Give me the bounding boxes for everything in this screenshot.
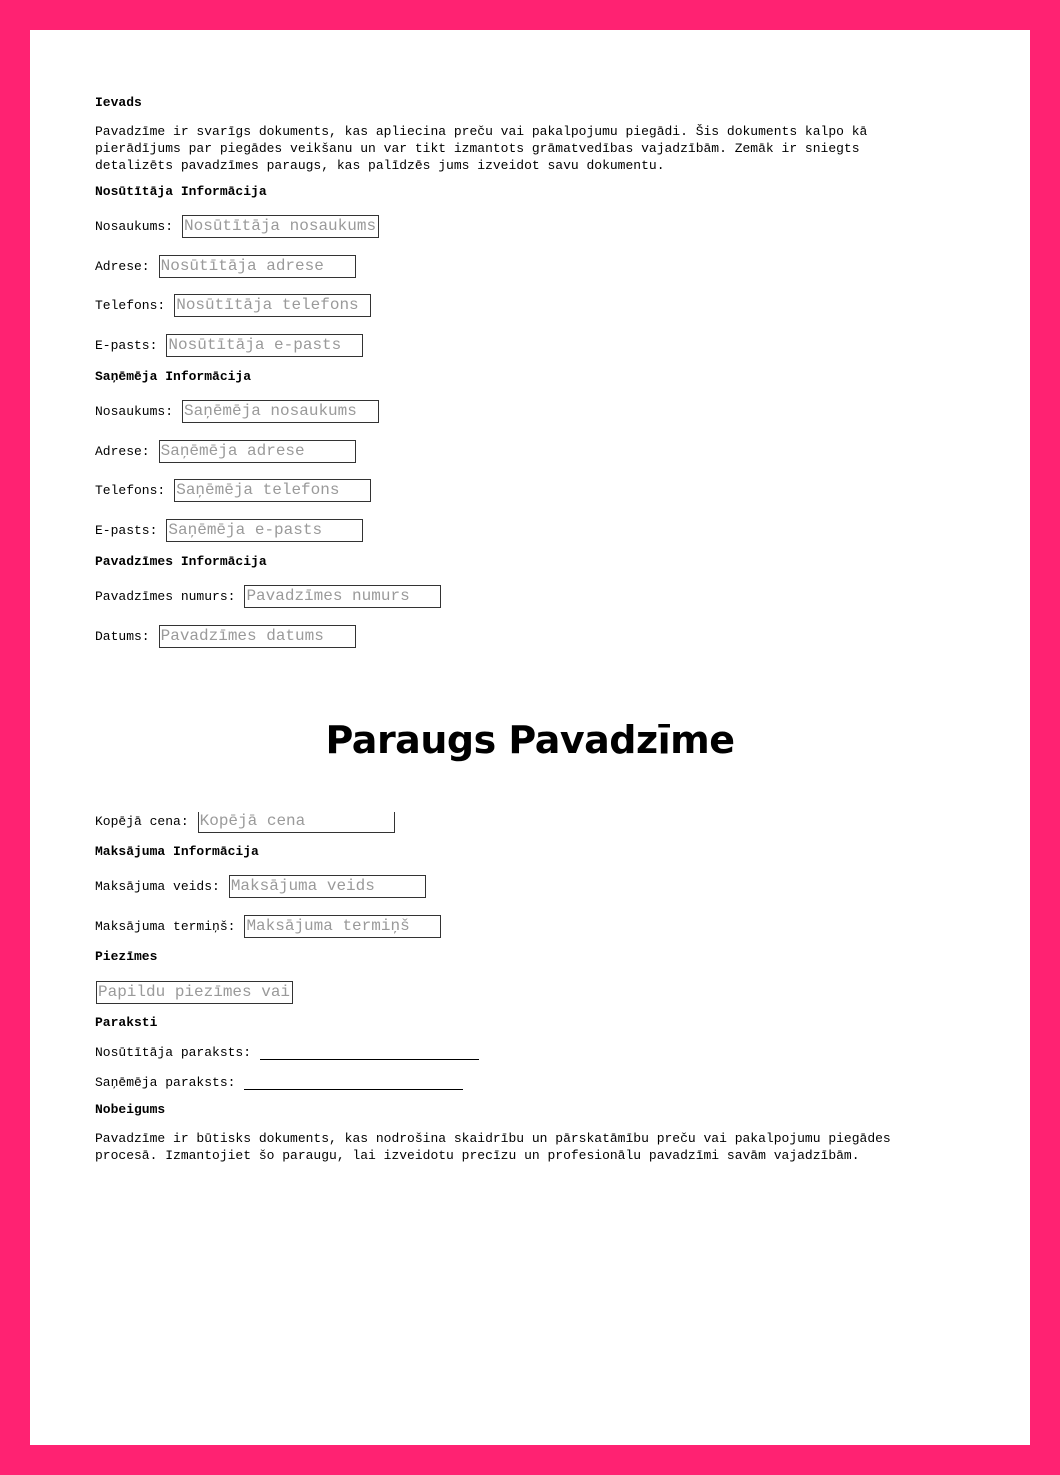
invoice-date-input[interactable] — [159, 625, 356, 648]
payment-method-input[interactable] — [229, 875, 426, 898]
sender-email-input[interactable] — [166, 334, 363, 357]
title-banner — [30, 660, 1030, 812]
receiver-address-row — [95, 439, 356, 463]
payment-term-input[interactable] — [244, 915, 441, 938]
field-label: E-pasts: — [95, 337, 158, 353]
total-price-input[interactable] — [198, 810, 395, 833]
sender-email-row — [95, 333, 363, 357]
sender-heading: Nosūtītāja Informācija — [95, 184, 267, 199]
signature-label: Nosūtītāja paraksts: — [95, 1044, 252, 1060]
document-page — [30, 30, 1030, 1445]
field-label: Telefons: — [95, 297, 166, 313]
field-label: Adrese: — [95, 258, 150, 274]
field-label: Maksājuma termiņš: — [95, 918, 236, 934]
notes-input[interactable] — [96, 981, 293, 1004]
invoice-number-input[interactable] — [244, 585, 441, 608]
conclusion-heading: Nobeigums — [95, 1102, 166, 1117]
conclusion-text: Pavadzīme ir būtisks dokuments, kas nodrošina skaidrību un pārskatāmību preču vai pakalpojumu piegādes procesā. Izmantojiet šo paraugu, lai izveidotu precīzu un profesionālu pavadzīmi savām vajadzībām. — [95, 1131, 891, 1163]
receiver-heading: Saņēmēja Informācija — [95, 369, 252, 384]
field-label: Pavadzīmes numurs: — [95, 588, 236, 604]
receiver-address-input[interactable] — [159, 440, 356, 463]
field-label: Maksājuma veids: — [95, 878, 220, 894]
payment-heading: Maksājuma Informācija — [95, 844, 259, 859]
receiver-email-input[interactable] — [166, 519, 363, 542]
payment-term-row — [95, 914, 441, 938]
field-label: Kopējā cena: — [95, 813, 189, 829]
receiver-signature-row — [95, 1070, 463, 1094]
sender-phone-input[interactable] — [174, 294, 371, 317]
invoice-date-row — [95, 624, 356, 648]
receiver-email-row — [95, 518, 363, 542]
notes-row — [95, 980, 293, 1004]
signature-label: Saņēmēja paraksts: — [95, 1074, 236, 1090]
invoice-heading: Pavadzīmes Informācija — [95, 554, 267, 569]
sender-address-input[interactable] — [159, 255, 356, 278]
sender-address-row — [95, 254, 356, 278]
payment-method-row — [95, 874, 426, 898]
receiver-signature-line — [244, 1075, 463, 1090]
receiver-phone-row — [95, 478, 371, 502]
sender-phone-row — [95, 293, 371, 317]
field-label: Nosaukums: — [95, 218, 174, 234]
receiver-name-row — [95, 399, 379, 423]
sender-name-input[interactable] — [182, 215, 379, 238]
page-title: Paraugs Pavadzīme — [325, 718, 735, 762]
intro-heading: Ievads — [95, 95, 142, 110]
field-label: Nosaukums: — [95, 403, 174, 419]
total-price-row — [95, 809, 395, 833]
signatures-heading: Paraksti — [95, 1015, 158, 1030]
field-label: Datums: — [95, 628, 150, 644]
receiver-name-input[interactable] — [182, 400, 379, 423]
sender-signature-line — [260, 1045, 479, 1060]
field-label: Telefons: — [95, 482, 166, 498]
field-label: Adrese: — [95, 443, 150, 459]
sender-signature-row — [95, 1040, 479, 1064]
notes-heading: Piezīmes — [95, 949, 158, 964]
invoice-number-row — [95, 584, 441, 608]
receiver-phone-input[interactable] — [174, 479, 371, 502]
field-label: E-pasts: — [95, 522, 158, 538]
sender-name-row — [95, 214, 379, 238]
intro-text: Pavadzīme ir svarīgs dokuments, kas apliecina preču vai pakalpojumu piegādi. Šis dokuments kalpo kā pierādījums par piegādes veikšanu un var tikt izmantots grāmatvedības vajadzībām. Zemāk ir sniegts detalizēts pavadzīmes paraugs, kas palīdzēs jums izveidot savu dokumentu. — [95, 124, 868, 173]
